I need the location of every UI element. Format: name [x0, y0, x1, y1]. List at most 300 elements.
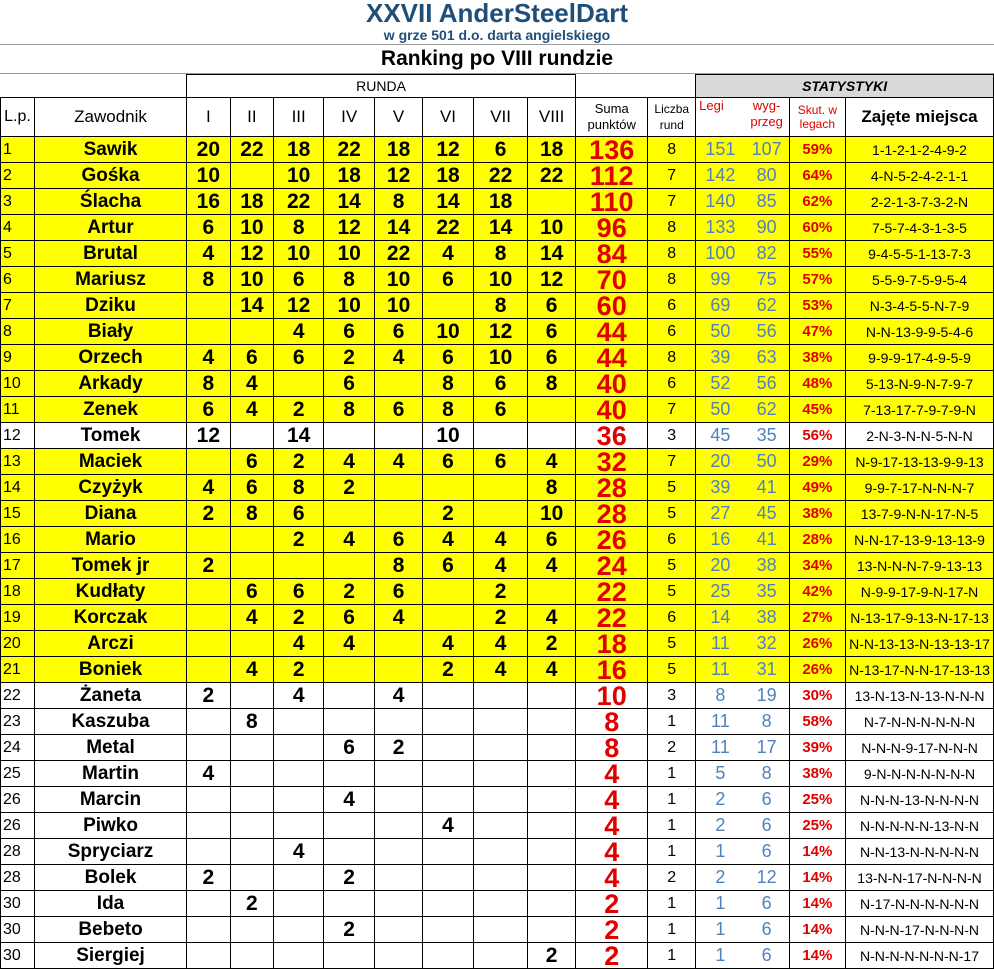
rank-cell: 14: [1, 475, 35, 501]
legs-won: 69: [696, 293, 745, 319]
leg-efficiency: 53%: [789, 293, 845, 319]
places-taken: N-9-9-17-9-N-17-N: [846, 579, 994, 605]
round-score-5: 8: [375, 189, 423, 215]
table-row: [1, 215, 994, 241]
sum-points: 110: [576, 189, 648, 215]
places-taken: N-13-17-9-13-N-17-13: [846, 605, 994, 631]
rounds-count: 1: [648, 943, 696, 969]
round-score-3: [274, 787, 324, 813]
round-score-5: 4: [375, 683, 423, 709]
round-score-5: [375, 865, 423, 891]
round-score-3: 2: [274, 657, 324, 683]
round-score-8: 2: [528, 943, 576, 969]
round-score-7: 4: [474, 657, 528, 683]
sum-points: 40: [576, 397, 648, 423]
sum-points: 4: [576, 787, 648, 813]
round-header-8: VIII: [528, 98, 576, 137]
rank-cell: 9: [1, 345, 35, 371]
round-score-8: 6: [528, 319, 576, 345]
round-score-6: 10: [422, 423, 473, 449]
rounds-count: 1: [648, 787, 696, 813]
rank-cell: 22: [1, 683, 35, 709]
round-score-4: 22: [324, 137, 375, 163]
round-score-3: 6: [274, 267, 324, 293]
round-score-5: [375, 501, 423, 527]
round-score-1: 8: [187, 267, 231, 293]
sum-points: 36: [576, 423, 648, 449]
leg-efficiency: 38%: [789, 345, 845, 371]
sum-points: 4: [576, 813, 648, 839]
round-score-6: 8: [422, 397, 473, 423]
round-score-1: [187, 657, 231, 683]
legs-won: 99: [696, 267, 745, 293]
round-header-2: II: [230, 98, 274, 137]
table-row: [1, 475, 994, 501]
round-score-1: 2: [187, 865, 231, 891]
sum-points: 8: [576, 735, 648, 761]
round-score-8: [528, 813, 576, 839]
legs-won: 2: [696, 787, 745, 813]
rank-cell: 28: [1, 839, 35, 865]
places-taken: N-3-4-5-5-N-7-9: [846, 293, 994, 319]
player-name: Siergiej: [35, 943, 187, 969]
rank-cell: 10: [1, 371, 35, 397]
leg-efficiency: 58%: [789, 709, 845, 735]
places-taken: N-N-N-17-N-N-N-N: [846, 917, 994, 943]
table-row: [1, 683, 994, 709]
legs-won: 11: [696, 709, 745, 735]
legs-won: 100: [696, 241, 745, 267]
legs-lost: 19: [745, 683, 790, 709]
sum-points: 32: [576, 449, 648, 475]
places-taken: N-9-17-13-13-9-9-13: [846, 449, 994, 475]
round-score-4: 14: [324, 189, 375, 215]
round-score-1: 16: [187, 189, 231, 215]
round-score-7: 10: [474, 345, 528, 371]
leg-efficiency: 29%: [789, 449, 845, 475]
round-score-1: [187, 735, 231, 761]
round-score-6: [422, 891, 473, 917]
table-row: [1, 735, 994, 761]
rounds-count: 8: [648, 267, 696, 293]
round-score-1: [187, 813, 231, 839]
round-score-7: [474, 761, 528, 787]
round-score-8: 4: [528, 449, 576, 475]
legs-lost: 6: [745, 917, 790, 943]
table-row: [1, 137, 994, 163]
round-score-1: 8: [187, 371, 231, 397]
round-score-3: 2: [274, 449, 324, 475]
round-score-2: 8: [230, 501, 274, 527]
legs-won: 45: [696, 423, 745, 449]
legs-won: 11: [696, 657, 745, 683]
round-score-4: [324, 423, 375, 449]
round-score-4: [324, 891, 375, 917]
sum-points: 8: [576, 709, 648, 735]
round-score-6: 6: [422, 553, 473, 579]
round-score-8: 6: [528, 293, 576, 319]
places-taken: 1-1-2-1-2-4-9-2: [846, 137, 994, 163]
table-row: [1, 241, 994, 267]
round-score-8: 4: [528, 657, 576, 683]
round-score-3: 4: [274, 631, 324, 657]
legs-lost: 62: [745, 397, 790, 423]
sum-points: 60: [576, 293, 648, 319]
rounds-count: 8: [648, 137, 696, 163]
round-score-4: 6: [324, 735, 375, 761]
round-score-2: 6: [230, 475, 274, 501]
round-score-6: [422, 475, 473, 501]
places-taken: N-7-N-N-N-N-N-N: [846, 709, 994, 735]
round-score-6: [422, 605, 473, 631]
leg-efficiency: 38%: [789, 501, 845, 527]
places-taken: N-N-17-13-9-13-13-9: [846, 527, 994, 553]
round-score-2: [230, 527, 274, 553]
round-score-3: [274, 761, 324, 787]
round-score-5: 18: [375, 137, 423, 163]
round-score-7: 14: [474, 215, 528, 241]
round-score-4: 8: [324, 267, 375, 293]
leg-efficiency: 38%: [789, 761, 845, 787]
round-score-3: 6: [274, 501, 324, 527]
legs-won: 2: [696, 865, 745, 891]
round-score-7: 12: [474, 319, 528, 345]
places-taken: 2-N-3-N-N-5-N-N: [846, 423, 994, 449]
round-score-4: 6: [324, 371, 375, 397]
miejsca-header: Zajęte miejsca: [846, 98, 994, 137]
round-score-3: 10: [274, 163, 324, 189]
rank-cell: 15: [1, 501, 35, 527]
legs-won: 50: [696, 397, 745, 423]
round-score-8: [528, 423, 576, 449]
round-score-2: [230, 865, 274, 891]
rank-cell: 30: [1, 917, 35, 943]
round-score-6: [422, 709, 473, 735]
player-name: Tomek: [35, 423, 187, 449]
player-name: Mario: [35, 527, 187, 553]
round-score-6: 18: [422, 163, 473, 189]
round-score-1: 4: [187, 475, 231, 501]
round-score-2: [230, 943, 274, 969]
round-score-8: 8: [528, 371, 576, 397]
round-score-1: 12: [187, 423, 231, 449]
round-score-2: [230, 319, 274, 345]
legs-lost: 32: [745, 631, 790, 657]
round-score-6: 8: [422, 371, 473, 397]
page-title: XXVII AnderSteelDart: [365, 0, 628, 28]
table-row: [1, 423, 994, 449]
player-name: Bebeto: [35, 917, 187, 943]
player-name: Ida: [35, 891, 187, 917]
round-score-1: [187, 527, 231, 553]
legs-won: 5: [696, 761, 745, 787]
places-taken: 5-13-N-9-N-7-9-7: [846, 371, 994, 397]
round-score-7: 8: [474, 293, 528, 319]
legs-lost: 35: [745, 579, 790, 605]
round-score-2: [230, 423, 274, 449]
round-score-3: 14: [274, 423, 324, 449]
round-score-2: [230, 787, 274, 813]
round-score-4: 4: [324, 449, 375, 475]
round-score-8: 8: [528, 475, 576, 501]
round-score-5: 10: [375, 267, 423, 293]
table-row: [1, 553, 994, 579]
round-score-6: 14: [422, 189, 473, 215]
rounds-count: 7: [648, 163, 696, 189]
round-score-4: [324, 501, 375, 527]
round-score-3: 10: [274, 241, 324, 267]
zawodnik-header: Zawodnik: [35, 98, 187, 137]
round-score-6: 22: [422, 215, 473, 241]
round-score-3: 18: [274, 137, 324, 163]
sum-points: 22: [576, 579, 648, 605]
round-score-7: [474, 917, 528, 943]
legs-lost: 6: [745, 891, 790, 917]
legs-lost: 6: [745, 813, 790, 839]
player-name: Artur: [35, 215, 187, 241]
table-row: [1, 865, 994, 891]
round-score-3: [274, 813, 324, 839]
table-row: [1, 761, 994, 787]
round-score-2: 2: [230, 891, 274, 917]
round-score-3: 4: [274, 683, 324, 709]
places-taken: N-N-13-9-9-5-4-6: [846, 319, 994, 345]
round-score-6: 4: [422, 241, 473, 267]
rounds-count: 1: [648, 891, 696, 917]
player-name: Dziku: [35, 293, 187, 319]
rounds-count: 6: [648, 293, 696, 319]
round-score-2: [230, 163, 274, 189]
round-score-2: 18: [230, 189, 274, 215]
rank-cell: 4: [1, 215, 35, 241]
round-score-4: [324, 683, 375, 709]
leg-efficiency: 64%: [789, 163, 845, 189]
player-name: Arczi: [35, 631, 187, 657]
skut-header: Skut. w legach: [789, 98, 845, 137]
round-score-5: 22: [375, 241, 423, 267]
places-taken: 5-5-9-7-5-9-5-4: [846, 267, 994, 293]
round-score-4: 12: [324, 215, 375, 241]
rounds-count: 1: [648, 813, 696, 839]
sum-points: 26: [576, 527, 648, 553]
legs-won: 25: [696, 579, 745, 605]
sum-points: 2: [576, 917, 648, 943]
round-score-8: 2: [528, 631, 576, 657]
table-row: [1, 631, 994, 657]
places-taken: N-N-13-N-N-N-N-N: [846, 839, 994, 865]
round-score-5: 10: [375, 293, 423, 319]
places-taken: 7-5-7-4-3-1-3-5: [846, 215, 994, 241]
round-score-1: [187, 787, 231, 813]
round-score-6: 6: [422, 449, 473, 475]
round-score-5: [375, 943, 423, 969]
legs-lost: 35: [745, 423, 790, 449]
places-taken: 7-13-17-7-9-7-9-N: [846, 397, 994, 423]
legs-lost: 12: [745, 865, 790, 891]
legs-won: 1: [696, 917, 745, 943]
rounds-count: 8: [648, 215, 696, 241]
round-score-2: 12: [230, 241, 274, 267]
round-score-3: [274, 891, 324, 917]
legs-lost: 45: [745, 501, 790, 527]
round-score-6: 4: [422, 631, 473, 657]
leg-efficiency: 26%: [789, 631, 845, 657]
rounds-count: 5: [648, 501, 696, 527]
player-name: Tomek jr: [35, 553, 187, 579]
player-name: Czyżyk: [35, 475, 187, 501]
player-name: Diana: [35, 501, 187, 527]
leg-efficiency: 27%: [789, 605, 845, 631]
round-score-5: 2: [375, 735, 423, 761]
statystyki-header: STATYSTYKI: [696, 75, 994, 98]
sum-points: 84: [576, 241, 648, 267]
places-taken: N-N-13-13-N-13-13-17: [846, 631, 994, 657]
round-score-2: [230, 631, 274, 657]
legs-lost: 82: [745, 241, 790, 267]
round-score-1: [187, 917, 231, 943]
round-score-8: 6: [528, 345, 576, 371]
round-score-8: 6: [528, 527, 576, 553]
rounds-count: 1: [648, 709, 696, 735]
round-score-2: [230, 839, 274, 865]
ranking-table: [0, 74, 994, 969]
round-score-7: [474, 423, 528, 449]
legs-lost: 8: [745, 709, 790, 735]
player-name: Korczak: [35, 605, 187, 631]
round-score-8: [528, 709, 576, 735]
round-score-3: 12: [274, 293, 324, 319]
round-score-7: 18: [474, 189, 528, 215]
rank-cell: 26: [1, 787, 35, 813]
sum-points: 22: [576, 605, 648, 631]
round-score-8: [528, 735, 576, 761]
sum-points: 70: [576, 267, 648, 293]
rounds-count: 5: [648, 579, 696, 605]
legs-won: 140: [696, 189, 745, 215]
rounds-count: 8: [648, 241, 696, 267]
round-score-3: [274, 371, 324, 397]
rank-cell: 26: [1, 813, 35, 839]
round-score-2: 10: [230, 267, 274, 293]
round-score-4: 10: [324, 293, 375, 319]
round-score-2: 4: [230, 397, 274, 423]
round-score-3: 4: [274, 839, 324, 865]
round-score-5: 6: [375, 527, 423, 553]
leg-efficiency: 59%: [789, 137, 845, 163]
sum-points: 4: [576, 839, 648, 865]
round-header-3: III: [274, 98, 324, 137]
round-score-5: 12: [375, 163, 423, 189]
legs-won: 27: [696, 501, 745, 527]
round-score-5: [375, 475, 423, 501]
round-score-2: 4: [230, 371, 274, 397]
round-score-4: 2: [324, 917, 375, 943]
round-score-3: 6: [274, 345, 324, 371]
rank-cell: 17: [1, 553, 35, 579]
leg-efficiency: 57%: [789, 267, 845, 293]
round-score-7: [474, 943, 528, 969]
round-score-8: 14: [528, 241, 576, 267]
player-name: Piwko: [35, 813, 187, 839]
round-score-4: 18: [324, 163, 375, 189]
rank-cell: 11: [1, 397, 35, 423]
leg-efficiency: 60%: [789, 215, 845, 241]
round-score-7: [474, 683, 528, 709]
legs-lost: 31: [745, 657, 790, 683]
round-score-8: 18: [528, 137, 576, 163]
round-score-5: [375, 423, 423, 449]
round-score-1: [187, 449, 231, 475]
round-score-1: 2: [187, 683, 231, 709]
player-name: Bolek: [35, 865, 187, 891]
round-score-7: 10: [474, 267, 528, 293]
player-name: Martin: [35, 761, 187, 787]
player-name: Kaszuba: [35, 709, 187, 735]
round-score-4: 2: [324, 345, 375, 371]
round-score-4: [324, 709, 375, 735]
round-score-7: 2: [474, 579, 528, 605]
round-score-1: [187, 631, 231, 657]
runda-header: RUNDA: [187, 75, 576, 98]
round-score-3: 8: [274, 475, 324, 501]
player-name: Zenek: [35, 397, 187, 423]
round-header-4: IV: [324, 98, 375, 137]
round-score-6: 4: [422, 527, 473, 553]
round-score-6: [422, 787, 473, 813]
lp-header: L.p.: [1, 98, 35, 137]
sum-points: 4: [576, 865, 648, 891]
round-score-7: 4: [474, 527, 528, 553]
round-score-5: 6: [375, 397, 423, 423]
round-score-2: [230, 683, 274, 709]
round-score-4: 4: [324, 527, 375, 553]
round-score-8: [528, 579, 576, 605]
legs-won: 20: [696, 449, 745, 475]
round-score-7: [474, 501, 528, 527]
player-name: Spryciarz: [35, 839, 187, 865]
rounds-count: 8: [648, 345, 696, 371]
table-row: [1, 501, 994, 527]
places-taken: 2-2-1-3-7-3-2-N: [846, 189, 994, 215]
places-taken: 13-N-N-17-N-N-N-N: [846, 865, 994, 891]
round-score-5: [375, 813, 423, 839]
round-score-2: 4: [230, 657, 274, 683]
rounds-count: 5: [648, 475, 696, 501]
round-score-2: 6: [230, 345, 274, 371]
rounds-count: 6: [648, 605, 696, 631]
rounds-count: 2: [648, 735, 696, 761]
round-score-8: 10: [528, 215, 576, 241]
rounds-count: 7: [648, 189, 696, 215]
round-score-5: 4: [375, 449, 423, 475]
table-row: [1, 891, 994, 917]
rank-cell: 3: [1, 189, 35, 215]
player-name: Boniek: [35, 657, 187, 683]
sum-points: 44: [576, 319, 648, 345]
round-score-5: [375, 657, 423, 683]
legs-lost: 90: [745, 215, 790, 241]
round-score-3: [274, 865, 324, 891]
legs-won: 52: [696, 371, 745, 397]
rank-cell: 30: [1, 891, 35, 917]
rounds-count: 5: [648, 553, 696, 579]
round-score-1: [187, 943, 231, 969]
player-name: Maciek: [35, 449, 187, 475]
rank-cell: 30: [1, 943, 35, 969]
round-score-5: 6: [375, 319, 423, 345]
sum-points: 2: [576, 891, 648, 917]
rank-cell: 1: [1, 137, 35, 163]
